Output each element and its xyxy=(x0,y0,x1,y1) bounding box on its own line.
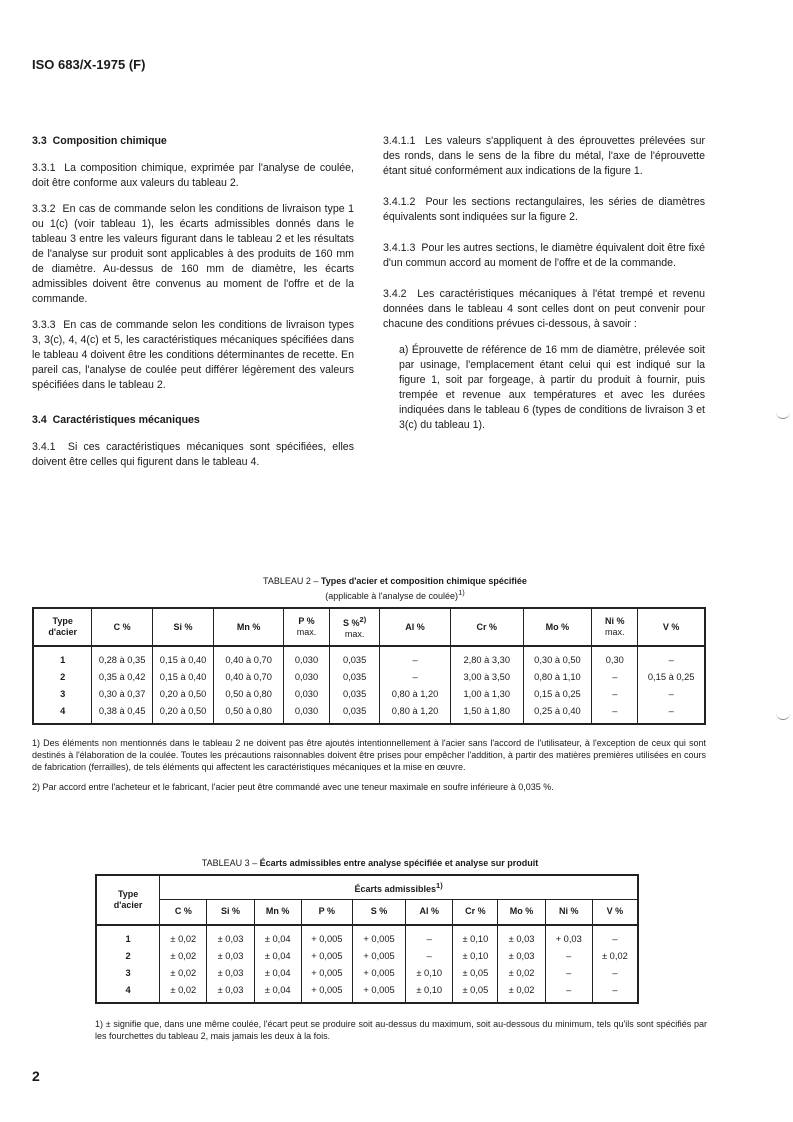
table2-header-p: P % max. xyxy=(283,608,329,646)
table2-footnote-1: 1) Des éléments non mentionnés dans le tableau 2 ne doivent pas être ajoutés intentionnellement à l'acier sans l'accord de l'utilisateur, à l'exception de ceux qui sont destinés à l'élaboration de la coulée. Toutes les précautions raisonnables doivent être prises pour empêcher l'addition, à partir des matières premières utilisées en cours de fabrication (ferrailles), de tels éléments qui affectent les caractéristiques mécaniques et la mise en œuvre. xyxy=(32,738,706,772)
section-heading-3-4: 3.4 Caractéristiques mécaniques xyxy=(32,414,200,426)
table-cell: 0,50 à 0,80 xyxy=(214,702,284,724)
paragraph-3-3-3: 3.3.3 En cas de commande selon les conditions de livraison types 3, 3(c), 4, 4(c) et 5, les caractéristiques mécaniques spécifiées dans le tableau 4 doivent être les conditions déterminantes de recette. En pareil cas, l'analyse de coulée peut différer légèrement des valeurs spécifiées dans le tableau 2. xyxy=(32,319,354,391)
table-row xyxy=(33,668,705,685)
table2-header-mn: Mn % xyxy=(214,608,284,646)
table-cell: + 0,005 xyxy=(301,964,352,981)
table-cell: ± 0,10 xyxy=(406,981,453,1003)
table-row xyxy=(96,947,638,964)
table3-header-si: Si % xyxy=(207,899,254,925)
table3-header-p: P % xyxy=(301,899,352,925)
table2-header-ni: Ni % max. xyxy=(592,608,638,646)
table-cell: ± 0,04 xyxy=(254,964,301,981)
table-cell: ± 0,02 xyxy=(498,981,545,1003)
table-cell: ± 0,10 xyxy=(406,964,453,981)
table-row xyxy=(96,925,638,947)
table-cell: – xyxy=(592,981,638,1003)
table2-header-s: S %$^{2)}$ max. xyxy=(330,608,380,646)
table-cell: – xyxy=(545,981,592,1003)
table-cell: + 0,005 xyxy=(352,947,405,964)
table-cell: 0,28 à 0,35 xyxy=(92,646,152,668)
table-cell: ± 0,04 xyxy=(254,947,301,964)
table-cell: – xyxy=(545,947,592,964)
table2-footnote-2: 2) Par accord entre l'acheteur et le fabricant, l'acier peut être commandé avec une teneur maximale en soufre inférieure à 0,035 %. xyxy=(32,782,554,792)
table2-caption: TABLEAU 2 – Types d'acier et composition chimique spécifiée (applicable à l'analyse de coulée)$^{1)}$ xyxy=(263,576,527,601)
table-cell: 0,40 à 0,70 xyxy=(214,668,284,685)
table-cell: – xyxy=(406,925,453,947)
paragraph-3-4-2: 3.4.2 Les caractéristiques mécaniques à l'état trempé et revenu données dans le tableau 4 sont celles dont on peut convenir pour chacune des conditions prévues ci-dessous, à savoir : xyxy=(383,288,705,330)
section-heading-3-3: 3.3 Composition chimique xyxy=(32,135,167,147)
table-cell: ± 0,05 xyxy=(453,981,498,1003)
table-cell: 0,30 xyxy=(592,646,638,668)
table2-header-mo: Mo % xyxy=(523,608,592,646)
table2-header-al: Al % xyxy=(380,608,451,646)
table-cell: 0,030 xyxy=(283,702,329,724)
table-cell: 0,80 à 1,20 xyxy=(380,702,451,724)
table-cell: 0,38 à 0,45 xyxy=(92,702,152,724)
table-cell: ± 0,02 xyxy=(160,925,207,947)
paragraph-3-4-1-2: 3.4.1.2 Pour les sections rectangulaires, les séries de diamètres équivalents sont indiquées sur la figure 2. xyxy=(383,196,706,223)
paragraph-3-3-1: 3.3.1 La composition chimique, exprimée par l'analyse de coulée, doit être conforme aux valeurs du tableau 2. xyxy=(32,162,354,189)
table-cell: 0,15 à 0,40 xyxy=(152,646,213,668)
table3-header-s: S % xyxy=(352,899,405,925)
table-cell: – xyxy=(380,668,451,685)
table-cell: 0,25 à 0,40 xyxy=(523,702,592,724)
table-cell: 0,40 à 0,70 xyxy=(214,646,284,668)
table-cell: – xyxy=(545,964,592,981)
paragraph-3-4-1: 3.4.1 Si ces caractéristiques mécaniques sont spécifiées, elles doivent être celles qui figurent dans le tableau 4. xyxy=(32,441,354,468)
table-cell: ± 0,05 xyxy=(453,964,498,981)
table-cell: 2 xyxy=(96,947,160,964)
table-cell: 0,035 xyxy=(330,668,380,685)
table-cell: 0,20 à 0,50 xyxy=(152,702,213,724)
table-cell: 2 xyxy=(33,668,92,685)
table-cell: 0,030 xyxy=(283,685,329,702)
table-cell: ± 0,10 xyxy=(453,947,498,964)
document-header: ISO 683/X-1975 (F) xyxy=(32,57,146,72)
table-cell: – xyxy=(592,668,638,685)
table3-header-cr: Cr % xyxy=(453,899,498,925)
scan-mark xyxy=(776,412,790,419)
table-cell: 2,80 à 3,30 xyxy=(450,646,523,668)
table-cell: ± 0,02 xyxy=(160,981,207,1003)
left-column xyxy=(32,134,354,481)
table-cell: ± 0,03 xyxy=(207,964,254,981)
table-cell: – xyxy=(592,925,638,947)
table-cell: 0,30 à 0,37 xyxy=(92,685,152,702)
table2-footnotes xyxy=(32,737,706,799)
scan-mark xyxy=(776,713,790,720)
table-cell: ± 0,03 xyxy=(207,947,254,964)
table-cell: 0,035 xyxy=(330,646,380,668)
table-row xyxy=(33,685,705,702)
table-cell: 1,50 à 1,80 xyxy=(450,702,523,724)
table2-header-cr: Cr % xyxy=(450,608,523,646)
table3-header-c: C % xyxy=(160,899,207,925)
table3-footnote-1: 1) ± signifie que, dans une même coulée, l'écart peut se produire soit au-dessus du maximum, soit au-dessous du minimum, tels qu'ils sont spécifiés par les fourchettes du tableau 2, mais jamais les deux à la fois. xyxy=(95,1019,707,1041)
table-cell: 4 xyxy=(33,702,92,724)
table-cell: 0,20 à 0,50 xyxy=(152,685,213,702)
table-cell: ± 0,02 xyxy=(160,947,207,964)
table-cell: 0,15 à 0,40 xyxy=(152,668,213,685)
table-cell: 0,030 xyxy=(283,646,329,668)
table-cell: 1 xyxy=(96,925,160,947)
table-row xyxy=(96,964,638,981)
table-cell: ± 0,02 xyxy=(160,964,207,981)
table-cell: + 0,03 xyxy=(545,925,592,947)
table-cell: ± 0,04 xyxy=(254,981,301,1003)
table-cell: 0,035 xyxy=(330,702,380,724)
table2-header-si: Si % xyxy=(152,608,213,646)
table3-header-group: Écarts admissibles$^{1)}$ xyxy=(160,875,638,899)
table-row xyxy=(33,702,705,724)
table-cell: 3 xyxy=(33,685,92,702)
table3-caption: TABLEAU 3 – Écarts admissibles entre analyse spécifiée et analyse sur produit xyxy=(201,858,539,868)
table-cell: 3,00 à 3,50 xyxy=(450,668,523,685)
right-column xyxy=(383,134,705,444)
paragraph-3-3-2: 3.3.2 En cas de commande selon les conditions de livraison type 1 ou 1(c) (voir tableau 1), les écarts admissibles donnés dans le tableau 3 entre les valeurs figurant dans le tableau 2 et les résultats de l'analyse sur produit sont applicables à des produits de 160 mm de diamètre. Au-dessus de 160 mm de diamètre, les écarts admissibles doivent être convenus au moment de l'offre et de la commande. xyxy=(32,203,354,305)
table-cell: 0,80 à 1,20 xyxy=(380,685,451,702)
table-cell: – xyxy=(592,685,638,702)
table-cell: – xyxy=(638,646,705,668)
table-cell: + 0,005 xyxy=(352,981,405,1003)
page-number: 2 xyxy=(32,1068,40,1084)
table-cell: + 0,005 xyxy=(352,964,405,981)
table-cell: ± 0,04 xyxy=(254,925,301,947)
table3-header-v: V % xyxy=(592,899,638,925)
table-cell: – xyxy=(638,685,705,702)
table-cell: 3 xyxy=(96,964,160,981)
table-cell: 1 xyxy=(33,646,92,668)
table3-header-mn: Mn % xyxy=(254,899,301,925)
table2-header-v: V % xyxy=(638,608,705,646)
table-cell: + 0,005 xyxy=(301,925,352,947)
table-cell: 0,035 xyxy=(330,685,380,702)
table-cell: ± 0,03 xyxy=(207,981,254,1003)
table-cell: ± 0,03 xyxy=(498,925,545,947)
table-cell: – xyxy=(638,702,705,724)
table-cell: 0,15 à 0,25 xyxy=(638,668,705,685)
list-item-a: a) Éprouvette de référence de 16 mm de diamètre, prélevée soit par usinage, l'emplacement étant celui qui est indiqué sur la figure 1, soit par forgeage, à partir du produit à fournir, puis trempée et revenue aux températures et avec les durées indiquées dans le tableau 6 (types de conditions de livraison 3 et 3(c) du tableau 1). xyxy=(399,344,705,431)
table-cell: – xyxy=(592,964,638,981)
table-cell: – xyxy=(406,947,453,964)
table-cell: + 0,005 xyxy=(301,947,352,964)
paragraph-3-4-1-1: 3.4.1.1 Les valeurs s'appliquent à des éprouvettes prélevées sur des ronds, dans le sens de la fibre du métal, l'axe de l'éprouvette étant situé conformément aux indications de la figure 1. xyxy=(383,135,705,177)
table-cell: ± 0,03 xyxy=(498,947,545,964)
table2 xyxy=(32,607,706,725)
table2-header-type: Type d'acier xyxy=(33,608,92,646)
table-cell: – xyxy=(592,702,638,724)
table-cell: 1,00 à 1,30 xyxy=(450,685,523,702)
table-cell: 0,35 à 0,42 xyxy=(92,668,152,685)
table-cell: 0,15 à 0,25 xyxy=(523,685,592,702)
table3-footnotes xyxy=(95,1018,707,1048)
table-cell: ± 0,03 xyxy=(207,925,254,947)
paragraph-3-4-1-3: 3.4.1.3 Pour les autres sections, le diamètre équivalent doit être fixé d'un commun accord au moment de l'offre et de la commande. xyxy=(383,242,705,269)
table-cell: 4 xyxy=(96,981,160,1003)
table-row xyxy=(33,646,705,668)
table3-header-ni: Ni % xyxy=(545,899,592,925)
table-cell: + 0,005 xyxy=(301,981,352,1003)
table2-header-c: C % xyxy=(92,608,152,646)
table-cell: 0,50 à 0,80 xyxy=(214,685,284,702)
table3-header-al: Al % xyxy=(406,899,453,925)
table-row xyxy=(96,981,638,1003)
table-cell: + 0,005 xyxy=(352,925,405,947)
table-cell: 0,80 à 1,10 xyxy=(523,668,592,685)
table3-header-mo: Mo % xyxy=(498,899,545,925)
table-cell: ± 0,02 xyxy=(498,964,545,981)
table-cell: ± 0,10 xyxy=(453,925,498,947)
table-cell: ± 0,02 xyxy=(592,947,638,964)
table-cell: 0,30 à 0,50 xyxy=(523,646,592,668)
table3 xyxy=(95,874,639,1004)
table3-header-type: Type d'acier xyxy=(96,875,160,925)
table-cell: – xyxy=(380,646,451,668)
table-cell: 0,030 xyxy=(283,668,329,685)
